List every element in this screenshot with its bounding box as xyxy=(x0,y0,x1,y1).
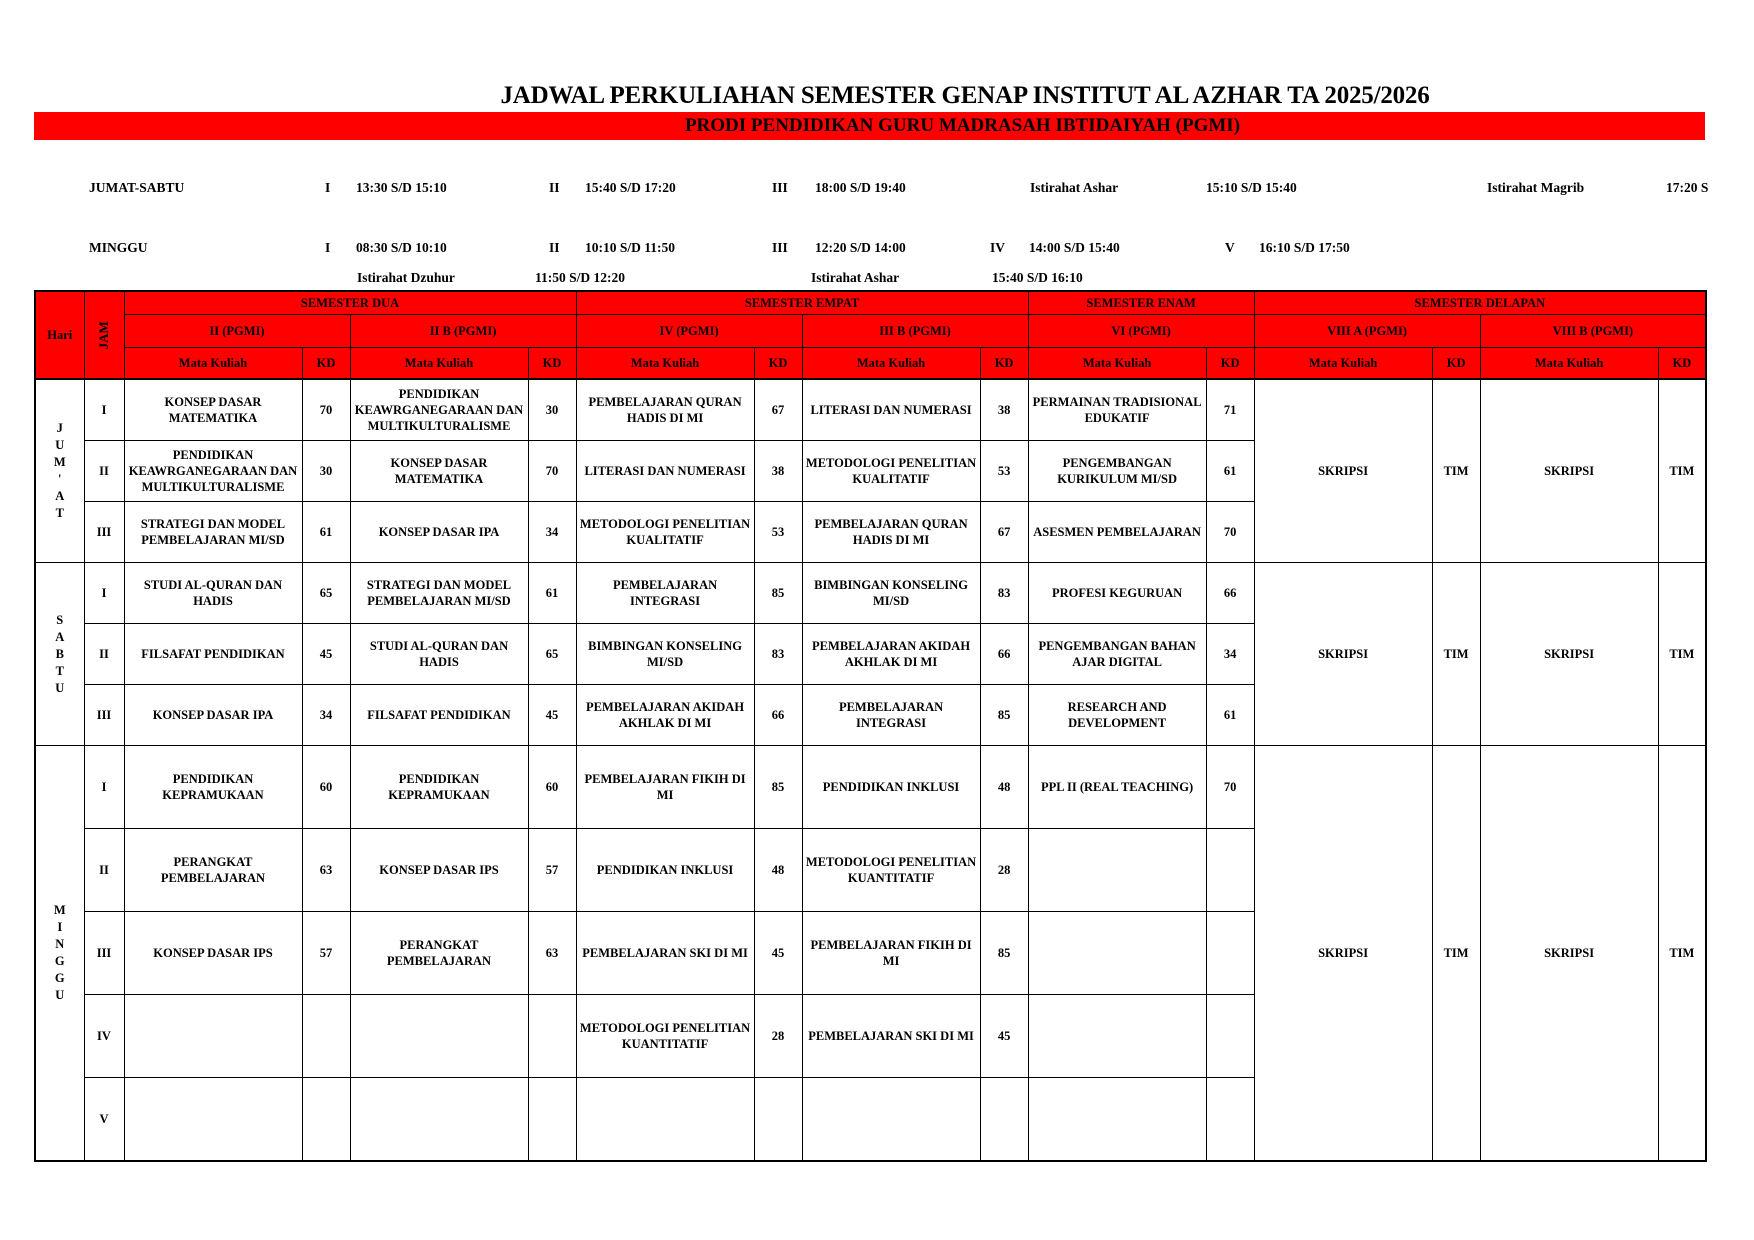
class-header-cell: VI (PGMI) xyxy=(1028,315,1254,348)
kd-cell: 65 xyxy=(302,563,350,624)
mk-header-cell: Mata Kuliah xyxy=(124,348,302,380)
class-header-cell: II B (PGMI) xyxy=(350,315,576,348)
course-cell: KONSEP DASAR MATEMATIKA xyxy=(350,441,528,502)
break-time: 11:50 S/D 12:20 xyxy=(535,270,626,285)
kd-header-cell: KD xyxy=(1658,348,1706,380)
course-cell xyxy=(1028,912,1206,995)
kd-cell: 85 xyxy=(754,563,802,624)
kd-cell: 70 xyxy=(302,379,350,441)
period-time: 13:30 S/D 15:10 xyxy=(356,180,447,195)
course-cell: LITERASI DAN NUMERASI xyxy=(576,441,754,502)
course-cell: LITERASI DAN NUMERASI xyxy=(802,379,980,441)
kd-cell: 83 xyxy=(754,624,802,685)
kd-cell: 66 xyxy=(1206,563,1254,624)
course-cell xyxy=(1028,1078,1206,1162)
day-cell xyxy=(35,379,84,563)
course-cell xyxy=(350,1078,528,1162)
kd-cell: 53 xyxy=(980,441,1028,502)
mk-header-cell: Mata Kuliah xyxy=(1028,348,1206,380)
period-time: 12:20 S/D 14:00 xyxy=(815,240,906,255)
thesis-kd-cell: TIM xyxy=(1432,379,1480,563)
break-time: 17:20 S xyxy=(1666,180,1709,195)
course-cell: ASESMEN PEMBELAJARAN xyxy=(1028,502,1206,563)
period-numeral: V xyxy=(1225,240,1235,255)
kd-cell: 57 xyxy=(302,912,350,995)
mk-header-cell: Mata Kuliah xyxy=(802,348,980,380)
hari-header-cell: Hari xyxy=(35,291,84,379)
jam-cell: IV xyxy=(84,995,124,1078)
kd-cell: 63 xyxy=(302,829,350,912)
break-time: 15:10 S/D 15:40 xyxy=(1206,180,1297,195)
period-numeral: III xyxy=(772,180,788,195)
course-cell: PERANGKAT PEMBELAJARAN xyxy=(350,912,528,995)
jam-cell: V xyxy=(84,1078,124,1162)
kd-cell: 57 xyxy=(528,829,576,912)
kd-header-cell: KD xyxy=(528,348,576,380)
program-banner-text: PRODI PENDIDIKAN GURU MADRASAH IBTIDAIYAH (PGMI) xyxy=(684,115,1241,136)
jam-header-cell xyxy=(84,291,124,379)
jam-cell: I xyxy=(84,379,124,441)
course-cell: METODOLOGI PENELITIAN KUANTITATIF xyxy=(576,995,754,1078)
kd-cell: 67 xyxy=(754,379,802,441)
period-numeral: II xyxy=(549,240,560,255)
break-label: Istirahat Magrib xyxy=(1487,180,1585,195)
course-cell: STRATEGI DAN MODEL PEMBELAJARAN MI/SD xyxy=(350,563,528,624)
course-cell: KONSEP DASAR IPA xyxy=(350,502,528,563)
kd-cell xyxy=(980,1078,1028,1162)
thesis-course-cell: SKRIPSI xyxy=(1480,379,1658,563)
kd-cell: 34 xyxy=(302,685,350,746)
jam-cell: II xyxy=(84,441,124,502)
kd-cell: 61 xyxy=(528,563,576,624)
page-title: JADWAL PERKULIAHAN SEMESTER GENAP INSTITUT AL AZHAR TA 2025/2026 xyxy=(500,82,1430,109)
course-cell: PENDIDIKAN INKLUSI xyxy=(576,829,754,912)
course-cell xyxy=(1028,829,1206,912)
kd-cell: 34 xyxy=(528,502,576,563)
kd-cell: 70 xyxy=(528,441,576,502)
course-cell: PEMBELAJARAN QURAN HADIS DI MI xyxy=(802,502,980,563)
kd-cell: 66 xyxy=(754,685,802,746)
thesis-course-cell: SKRIPSI xyxy=(1254,379,1432,563)
kd-cell: 48 xyxy=(754,829,802,912)
kd-cell: 45 xyxy=(980,995,1028,1078)
course-cell xyxy=(1028,995,1206,1078)
thesis-kd-cell: TIM xyxy=(1658,746,1706,1162)
jam-cell: I xyxy=(84,746,124,829)
kd-cell xyxy=(302,995,350,1078)
kd-cell: 48 xyxy=(980,746,1028,829)
kd-cell: 30 xyxy=(302,441,350,502)
kd-cell xyxy=(302,1078,350,1162)
jam-cell: II xyxy=(84,829,124,912)
course-cell: PEMBELAJARAN QURAN HADIS DI MI xyxy=(576,379,754,441)
kd-cell: 70 xyxy=(1206,502,1254,563)
course-cell: PEMBELAJARAN SKI DI MI xyxy=(576,912,754,995)
day-range-label: JUMAT-SABTU xyxy=(89,180,185,195)
course-cell: BIMBINGAN KONSELING MI/SD xyxy=(802,563,980,624)
jam-cell: III xyxy=(84,685,124,746)
course-cell xyxy=(576,1078,754,1162)
kd-cell: 30 xyxy=(528,379,576,441)
course-cell: STRATEGI DAN MODEL PEMBELAJARAN MI/SD xyxy=(124,502,302,563)
course-cell: PENDIDIKAN KEPRAMUKAAN xyxy=(124,746,302,829)
class-header-cell: VIII A (PGMI) xyxy=(1254,315,1480,348)
jam-header-label: JAM xyxy=(95,320,111,350)
course-cell: PEMBELAJARAN INTEGRASI xyxy=(576,563,754,624)
course-cell: PERANGKAT PEMBELAJARAN xyxy=(124,829,302,912)
kd-cell xyxy=(754,1078,802,1162)
mk-header-cell: Mata Kuliah xyxy=(350,348,528,380)
course-cell: PENDIDIKAN KEAWRGANEGARAAN DAN MULTIKULTURALISME xyxy=(350,379,528,441)
break-time: 15:40 S/D 16:10 xyxy=(992,270,1083,285)
kd-cell: 60 xyxy=(302,746,350,829)
kd-cell xyxy=(1206,995,1254,1078)
kd-cell xyxy=(1206,829,1254,912)
class-header-cell: II (PGMI) xyxy=(124,315,350,348)
semester-header-cell: SEMESTER EMPAT xyxy=(576,291,1028,315)
period-time: 16:10 S/D 17:50 xyxy=(1259,240,1350,255)
program-banner xyxy=(34,112,1705,140)
kd-cell: 53 xyxy=(754,502,802,563)
course-cell: PEMBELAJARAN FIKIH DI MI xyxy=(576,746,754,829)
kd-cell: 61 xyxy=(1206,685,1254,746)
thesis-course-cell: SKRIPSI xyxy=(1480,746,1658,1162)
kd-cell: 61 xyxy=(302,502,350,563)
course-cell: KONSEP DASAR IPS xyxy=(350,829,528,912)
kd-cell: 85 xyxy=(980,685,1028,746)
break-label: Istirahat Dzuhur xyxy=(357,270,455,285)
kd-cell: 60 xyxy=(528,746,576,829)
period-time: 08:30 S/D 10:10 xyxy=(356,240,447,255)
kd-header-cell: KD xyxy=(1206,348,1254,380)
course-cell: PENGEMBANGAN BAHAN AJAR DIGITAL xyxy=(1028,624,1206,685)
kd-cell: 67 xyxy=(980,502,1028,563)
course-cell: PEMBELAJARAN SKI DI MI xyxy=(802,995,980,1078)
period-numeral: II xyxy=(549,180,560,195)
period-numeral: I xyxy=(325,240,331,255)
semester-header-cell: SEMESTER DELAPAN xyxy=(1254,291,1706,315)
schedule-table xyxy=(34,290,1707,1162)
course-cell: PERMAINAN TRADISIONAL EDUKATIF xyxy=(1028,379,1206,441)
kd-cell: 70 xyxy=(1206,746,1254,829)
class-header-cell: VIII B (PGMI) xyxy=(1480,315,1706,348)
course-cell: KONSEP DASAR IPA xyxy=(124,685,302,746)
course-cell: METODOLOGI PENELITIAN KUANTITATIF xyxy=(802,829,980,912)
course-cell: KONSEP DASAR IPS xyxy=(124,912,302,995)
period-numeral: III xyxy=(772,240,788,255)
course-cell: PENDIDIKAN INKLUSI xyxy=(802,746,980,829)
thesis-kd-cell: TIM xyxy=(1432,563,1480,746)
thesis-kd-cell: TIM xyxy=(1432,746,1480,1162)
semester-header-cell: SEMESTER DUA xyxy=(124,291,576,315)
jam-cell: II xyxy=(84,624,124,685)
course-cell: PEMBELAJARAN INTEGRASI xyxy=(802,685,980,746)
kd-cell: 65 xyxy=(528,624,576,685)
kd-cell: 66 xyxy=(980,624,1028,685)
break-label: Istirahat Ashar xyxy=(1030,180,1119,195)
course-cell: KONSEP DASAR MATEMATIKA xyxy=(124,379,302,441)
kd-cell: 45 xyxy=(754,912,802,995)
semester-header-cell: SEMESTER ENAM xyxy=(1028,291,1254,315)
course-cell: PPL II (REAL TEACHING) xyxy=(1028,746,1206,829)
kd-cell: 45 xyxy=(528,685,576,746)
course-cell: FILSAFAT PENDIDIKAN xyxy=(350,685,528,746)
period-time: 18:00 S/D 19:40 xyxy=(815,180,906,195)
kd-cell: 28 xyxy=(754,995,802,1078)
kd-cell: 38 xyxy=(980,379,1028,441)
kd-header-cell: KD xyxy=(302,348,350,380)
kd-cell: 38 xyxy=(754,441,802,502)
course-cell xyxy=(350,995,528,1078)
course-cell: METODOLOGI PENELITIAN KUALITATIF xyxy=(802,441,980,502)
kd-cell xyxy=(1206,912,1254,995)
course-cell: PENDIDIKAN KEAWRGANEGARAAN DAN MULTIKULTURALISME xyxy=(124,441,302,502)
mk-header-cell: Mata Kuliah xyxy=(1480,348,1658,380)
course-cell: PENGEMBANGAN KURIKULUM MI/SD xyxy=(1028,441,1206,502)
period-numeral: IV xyxy=(990,240,1006,255)
jam-cell: III xyxy=(84,502,124,563)
course-cell: PENDIDIKAN KEPRAMUKAAN xyxy=(350,746,528,829)
day-cell xyxy=(35,563,84,746)
kd-header-cell: KD xyxy=(980,348,1028,380)
kd-header-cell: KD xyxy=(754,348,802,380)
period-time: 14:00 S/D 15:40 xyxy=(1029,240,1120,255)
thesis-course-cell: SKRIPSI xyxy=(1480,563,1658,746)
kd-cell: 85 xyxy=(754,746,802,829)
course-cell xyxy=(124,995,302,1078)
period-numeral: I xyxy=(325,180,331,195)
day-name: S A B T U xyxy=(55,612,65,695)
course-cell: PEMBELAJARAN AKIDAH AKHLAK DI MI xyxy=(802,624,980,685)
period-time: 15:40 S/D 17:20 xyxy=(585,180,676,195)
kd-cell xyxy=(528,1078,576,1162)
day-name: J U M ' A T xyxy=(53,421,66,520)
thesis-kd-cell: TIM xyxy=(1658,379,1706,563)
break-label: Istirahat Ashar xyxy=(811,270,900,285)
kd-cell: 28 xyxy=(980,829,1028,912)
course-cell xyxy=(124,1078,302,1162)
thesis-course-cell: SKRIPSI xyxy=(1254,746,1432,1162)
course-cell: RESEARCH AND DEVELOPMENT xyxy=(1028,685,1206,746)
jam-cell: I xyxy=(84,563,124,624)
kd-cell xyxy=(528,995,576,1078)
thesis-kd-cell: TIM xyxy=(1658,563,1706,746)
course-cell: PEMBELAJARAN FIKIH DI MI xyxy=(802,912,980,995)
day-cell xyxy=(35,746,84,1162)
period-time: 10:10 S/D 11:50 xyxy=(585,240,676,255)
course-cell: PEMBELAJARAN AKIDAH AKHLAK DI MI xyxy=(576,685,754,746)
thesis-course-cell: SKRIPSI xyxy=(1254,563,1432,746)
kd-header-cell: KD xyxy=(1432,348,1480,380)
course-cell: STUDI AL-QURAN DAN HADIS xyxy=(124,563,302,624)
course-cell xyxy=(802,1078,980,1162)
kd-cell: 71 xyxy=(1206,379,1254,441)
course-cell: FILSAFAT PENDIDIKAN xyxy=(124,624,302,685)
class-header-cell: III B (PGMI) xyxy=(802,315,1028,348)
course-cell: METODOLOGI PENELITIAN KUALITATIF xyxy=(576,502,754,563)
kd-cell: 34 xyxy=(1206,624,1254,685)
day-name: M I N G G U xyxy=(53,903,66,1002)
mk-header-cell: Mata Kuliah xyxy=(1254,348,1432,380)
kd-cell: 61 xyxy=(1206,441,1254,502)
kd-cell: 63 xyxy=(528,912,576,995)
kd-cell xyxy=(1206,1078,1254,1162)
course-cell: STUDI AL-QURAN DAN HADIS xyxy=(350,624,528,685)
kd-cell: 83 xyxy=(980,563,1028,624)
day-range-label: MINGGU xyxy=(89,240,148,255)
jam-cell: III xyxy=(84,912,124,995)
course-cell: BIMBINGAN KONSELING MI/SD xyxy=(576,624,754,685)
mk-header-cell: Mata Kuliah xyxy=(576,348,754,380)
course-cell: PROFESI KEGURUAN xyxy=(1028,563,1206,624)
kd-cell: 45 xyxy=(302,624,350,685)
class-header-cell: IV (PGMI) xyxy=(576,315,802,348)
kd-cell: 85 xyxy=(980,912,1028,995)
